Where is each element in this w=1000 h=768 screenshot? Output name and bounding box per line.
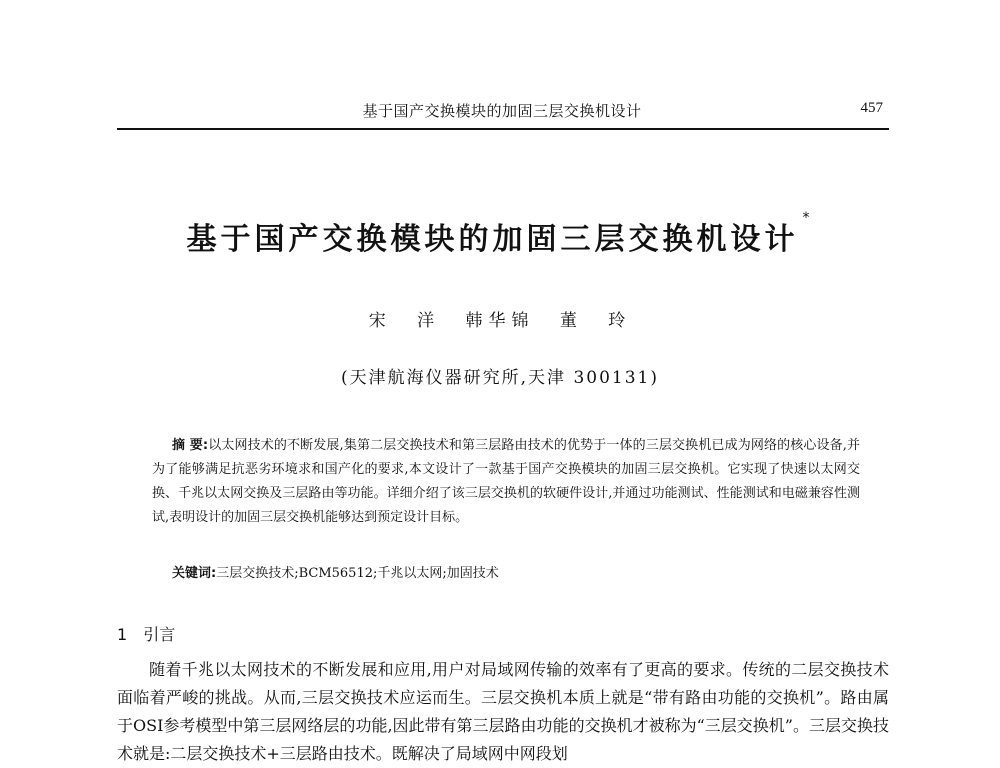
abstract — [152, 434, 860, 530]
abstract-label: 摘 要: — [172, 438, 209, 453]
keywords-text: 三层交换技术;BCM56512;千兆以太网;加固技术 — [216, 566, 499, 581]
affiliation: (天津航海仪器研究所,天津 300131) — [341, 368, 659, 388]
page-number: 457 — [860, 100, 883, 116]
authors: 宋 洋 韩华锦 董 玲 — [368, 311, 632, 331]
section-title: 引言 — [143, 625, 176, 644]
section-number: 1 — [117, 625, 128, 644]
body-text — [117, 656, 889, 768]
header-rule — [117, 128, 889, 130]
running-header — [117, 100, 887, 126]
paper-title-text: 基于国产交换模块的加固三层交换机设计 — [186, 222, 799, 257]
title-footnote-mark: * — [802, 210, 814, 226]
running-title: 基于国产交换模块的加固三层交换机设计 — [362, 102, 642, 120]
keywords-label: 关键词: — [172, 566, 217, 581]
abstract-text: 以太网技术的不断发展,集第二层交换技术和第三层路由技术的优势于一体的三层交换机已成为网络的核心设备,并为了能够满足抗恶劣环境求和国产化的要求,本文设计了一款基于国产交换模块的加固三层交换机。它实现了快速以太网交换、千兆以太网交换及三层路由等功能。详细介绍了该三层交换机的软硬件设计,并通过功能测试、性能测试和电磁兼容性测试,表明设计的加固三层交换机能够达到预定设计目标。 — [152, 438, 861, 525]
paper-title — [0, 210, 1000, 258]
keywords — [172, 562, 499, 581]
section-heading — [117, 622, 175, 645]
body-paragraph: 随着千兆以太网技术的不断发展和应用,用户对局域网传输的效率有了更高的要求。传统的二层交换技术面临着严峻的挑战。从而,三层交换技术应运而生。三层交换机本质上就是“带有路由功能的交换机”。路由属于OSI参考模型中第三层网络层的功能,因此带有第三层路由功能的交换机才被称为“三层交换机”。三层交换技术就是:二层交换技术+三层路由技术。既解决了局域网中网段划 — [117, 660, 889, 763]
